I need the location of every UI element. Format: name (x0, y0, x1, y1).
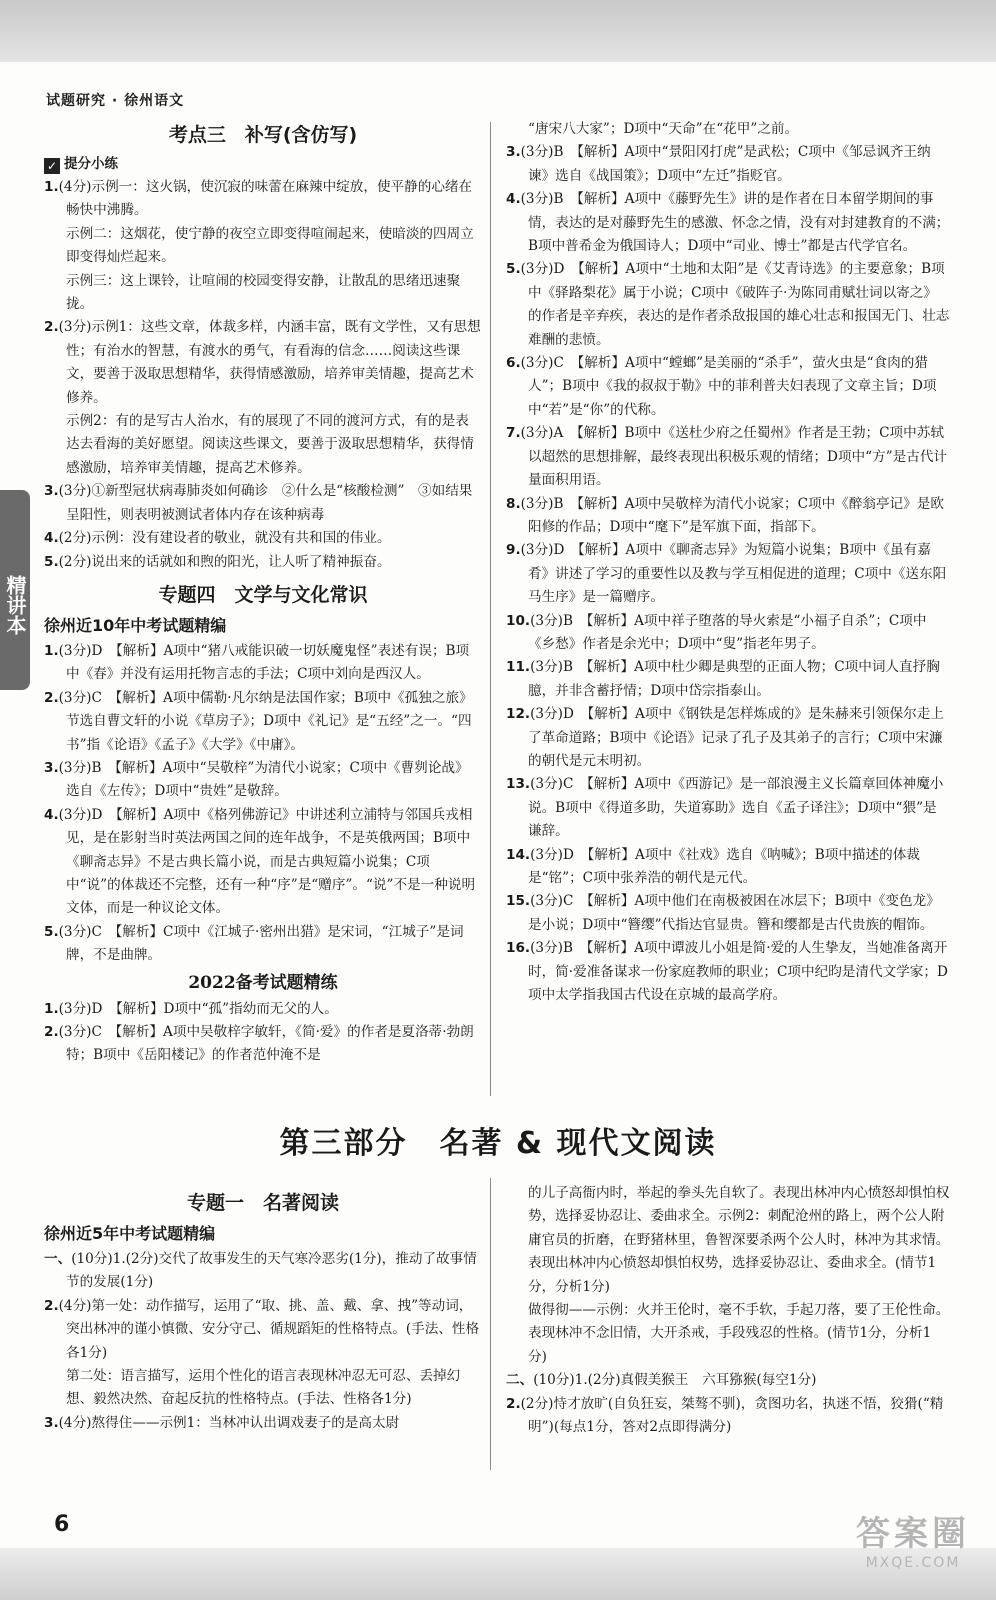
answer-item (506, 141, 950, 188)
answer-number: 12. (506, 706, 531, 723)
answer-item (506, 656, 950, 703)
page-number: 6 (54, 1512, 70, 1537)
exam-subtitle: 徐州近10年中考试题精编 (44, 615, 227, 635)
answer-item (506, 352, 950, 422)
part-title: 第三部分 名著 & 现代文阅读 (279, 1126, 717, 1161)
answer-item (44, 998, 482, 1021)
top-scan-band (0, 0, 996, 62)
answer-item (44, 1021, 482, 1068)
answer-number: 2. (44, 1024, 59, 1040)
answer-item (506, 1182, 950, 1299)
answer-text: 示例二：这烟花，使宁静的夜空立即变得喧闹起来，使暗淡的四周立即变得灿烂起来。 (66, 225, 474, 266)
answer-number: 1. (44, 179, 59, 195)
answer-number: 11. (506, 659, 531, 676)
answer-text: (3分)B 【解析】A项中“景阳冈打虎”是武松；C项中《邹忌讽齐王纳谏》选自《战国策》；D项中“左迁”指贬官。 (520, 144, 931, 184)
answer-number: 2. (506, 1395, 521, 1412)
left-column-top (44, 118, 482, 1068)
answer-text: 第二处：语言描写，运用个性化的语言表现林冲忍无可忍、丢掉幻想、毅然决然、奋起反抗的性格特点。(手法、性格各1分) (66, 1368, 461, 1408)
answer-number: 一、 (44, 1251, 72, 1267)
answer-text: (3分)B 【解析】A项中《藤野先生》讲的是作者在日本留学期间的事情，表达的是对藤野先生的感激、怀念之情，没有对封建教育的不满；B项中普希金为俄国诗人；D项中“司业、博士”都是古代学官名。 (520, 191, 950, 255)
answer-number: 15. (506, 893, 531, 910)
right-bottom-items (506, 1182, 950, 1439)
answer-item (44, 1365, 482, 1412)
answer-number: 4. (506, 191, 521, 208)
answer-item (506, 539, 950, 609)
answer-item (506, 890, 950, 937)
answer-item (44, 640, 482, 687)
answer-text: (2分)说出来的话就如和煦的阳光，让人听了精神振奋。 (58, 553, 391, 570)
answer-number: 13. (506, 776, 531, 793)
answer-text: 的儿子高衙内时，举起的拳头先自软了。表现出林冲内心愤怒却惧怕权势，选择妥协忍让、委曲求全。示例2：刺配沧州的路上，两个公人附庸官员的折磨，在野猪林里，鲁智深要杀两个公人时，林冲为其求情。表现出林冲内心愤怒却惧怕权势，选择妥协忍让、委曲求全。(情节1分，分析1分) (528, 1185, 950, 1295)
answer-text: (3分)C 【解析】A项中儒勒·凡尔纳是法国作家；B项中《孤独之旅》节选自曹文轩的小说《草房子》；D项中《礼记》是“五经”之一。“四书”指《论语》《孟子》《大学》《中庸》。 (58, 689, 473, 753)
answer-item (506, 493, 950, 540)
answer-number: 3. (44, 759, 59, 776)
answer-text: (3分)C 【解析】A项中“螳螂”是美丽的“杀手”，萤火虫是“食肉的猎人”；B项中《我的叔叔于勒》中的菲利普夫妇表现了文章主旨；D项中“若”是“你”的代称。 (520, 355, 937, 418)
answer-item (44, 270, 482, 317)
right-top-items (506, 118, 950, 1007)
answer-number: 4. (44, 806, 59, 823)
left-mid-items (44, 640, 482, 968)
answer-number: 6. (506, 355, 521, 372)
answer-item (44, 480, 482, 527)
answer-text: (3分)B 【解析】A项中吴敬梓为清代小说家；C项中《醉翁亭记》是欧阳修的作品；D项中“麾下”是军旗下面，指部下。 (520, 495, 944, 535)
check-icon: ✓ (44, 158, 60, 174)
practice-label-text: 提分小练 (64, 156, 118, 172)
answer-item (506, 118, 950, 141)
answer-number: 2. (44, 319, 59, 336)
answer-number: 2. (44, 1297, 59, 1314)
answer-text: (3分)C 【解析】A项中吴敬梓字敏轩，《简·爱》的作者是夏洛蒂·勃朗特；B项中《岳阳楼记》的作者范仲淹不是 (58, 1024, 474, 1064)
answer-text: (3分)C 【解析】A项中他们在南极被困在冰层下；B项中《变色龙》是小说；D项中“簪缨”代指达官显贵。簪和缨都是古代贵族的帽饰。 (528, 893, 940, 933)
section-title: 考点三 补写(含仿写) (168, 124, 358, 146)
answer-text: (3分)D 【解析】A项中《社戏》选自《呐喊》；B项中描述的体裁是“铭”；C项中张养浩的朝代是元代。 (528, 846, 920, 886)
answer-number: 8. (506, 495, 521, 512)
answer-text: (3分)示例1：这些文章，体裁多样，内涵丰富，既有文学性，又有思想性；有治水的智慧，有渡水的勇气，有看海的信念……阅读这些课文，要善于汲取思想精华，获得情感激励，培养审美情趣，提高艺术修养。 (58, 319, 481, 406)
left-bottom-items (44, 1248, 482, 1435)
answer-item (506, 1393, 950, 1440)
answer-text: (3分)D 【解析】D项中“孤”指幼而无父的人。 (58, 1000, 338, 1017)
answer-number: 4. (44, 530, 59, 547)
answer-number: 10. (506, 612, 531, 629)
answer-item (506, 610, 950, 657)
answer-number: 1. (44, 1000, 59, 1017)
answer-number: 5. (44, 553, 59, 570)
answer-text: (10分)1.(2分)真假美猴王 六耳猕猴(每空1分) (533, 1372, 817, 1389)
answer-item (44, 921, 482, 968)
answer-item (44, 757, 482, 804)
answer-text: (3分)D 【解析】A项中“猪八戒能识破一切妖魔鬼怪”表述有误；B项中《春》并没有运用托物言志的手法；C项中刘向是西汉人。 (58, 642, 470, 683)
answer-text: (3分)B 【解析】A项中“吴敬梓”为清代小说家；C项中《曹刿论战》选自《左传》；D项中“贵姓”是敬辞。 (58, 759, 469, 800)
answer-text: (4分)第一处：动作描写，运用了“取、挑、盖、戴、拿、拽”等动词，突出林冲的谨小慎微、安分守己、循规蹈矩的性格特点。(手法、性格各1分) (58, 1297, 480, 1361)
watermark-url: MXQE.COM (865, 1555, 961, 1571)
watermark-text: 答案圈 (856, 1514, 970, 1554)
left-mid-items2 (44, 998, 482, 1068)
answer-text: (3分)D 【解析】A项中《聊斋志异》为短篇小说集；B项中《虽有嘉肴》讲述了学习的重要性以及教与学互相促进的道理；C项中《送东阳马生序》是一篇赠序。 (520, 542, 947, 606)
answer-text: (3分)D 【解析】A项中《钢铁是怎样炼成的》是朱赫来引领保尔走上了革命道路；B项中《论语》记录了孔子及其弟子的言行；C项中宋濂的朝代是元末明初。 (528, 706, 944, 769)
answer-text: 示例2：有的是写古人治水，有的展现了不同的渡河方式，有的是表达去看海的美好愿望。阅读这些课文，要善于汲取思想精华，获得情感激励，培养审美情趣，提高艺术修养。 (66, 413, 474, 476)
answer-number: 二、 (506, 1372, 534, 1389)
right-column-bottom (506, 1182, 950, 1439)
practice-label (44, 152, 482, 176)
answer-item (506, 844, 950, 891)
side-tab: 精讲本 (0, 490, 30, 690)
answer-item (44, 1412, 482, 1435)
answer-item (44, 316, 482, 410)
column-divider (490, 122, 491, 1096)
answer-text: (4分)示例一：这火锅，使沉寂的味蕾在麻辣中绽放，使平静的心绪在畅快中沸腾。 (58, 179, 473, 219)
answer-number: 1. (44, 642, 59, 659)
left-column-bottom (44, 1186, 482, 1435)
right-column-top (506, 118, 950, 1007)
answer-item (44, 1248, 482, 1295)
answer-item (506, 937, 950, 1007)
answer-item (44, 804, 482, 921)
answer-number: 2. (44, 689, 59, 706)
answer-item (44, 176, 482, 223)
answer-text: (2分)恃才放旷(自负狂妄，桀骜不驯)，贪图功名，执迷不悟，狡猾(“精明”)(每点1分，答对2点即得满分) (520, 1395, 944, 1436)
answer-text: (3分)B 【解析】A项中杜少卿是典型的正面人物；C项中词人直抒胸臆，并非含蓄抒情；D项中岱宗指泰山。 (528, 659, 940, 699)
answer-item (506, 188, 950, 258)
answer-number: 3. (44, 1414, 59, 1431)
answer-text: (3分)B 【解析】A项中谭波儿小姐是简·爱的人生挚友，当她准备离开时，简·爱准备谋求一份家庭教师的职业；C项中纪昀是清代文学家；D项中太学指我国古代设在京城的最高学府。 (528, 940, 948, 1004)
exam-subtitle-bottom: 徐州近5年中考试题精编 (44, 1224, 216, 1243)
answer-item (506, 1369, 950, 1392)
answer-number: 14. (506, 846, 531, 863)
bottom-scan-band (0, 1548, 996, 1600)
answer-text: (10分)1.(2分)交代了故事发生的天气寒冷恶劣(1分)，推动了故事情节的发展(1分) (66, 1251, 477, 1291)
answer-text: (3分)C 【解析】C项中《江城子·密州出猎》是宋词，“江城子”是词牌，不是曲牌。 (58, 923, 464, 964)
watermark-logo (856, 1506, 970, 1571)
answer-number: 3. (506, 144, 521, 161)
answer-text: “唐宋八大家”；D项中“天命”在“花甲”之前。 (528, 121, 799, 137)
topic-one-title: 专题一 名著阅读 (186, 1192, 339, 1214)
answer-item (506, 258, 950, 352)
answer-text: (3分)A 【解析】B项中《送杜少府之任蜀州》作者是王勃；C项中苏轼以超然的思想排解，最终表现出积极乐观的情绪；D项中“方”是古代计量面积用语。 (520, 425, 948, 489)
page-header: 试题研究 · 徐州语文 (46, 93, 185, 109)
answer-text: (2分)示例：没有建设者的敬业，就没有共和国的伟业。 (58, 530, 391, 547)
answer-number: 5. (44, 923, 59, 940)
answer-item (506, 773, 950, 843)
column-divider-bottom (490, 1178, 491, 1470)
practice-subtitle: 2022备考试题精练 (188, 972, 338, 993)
answer-item (44, 527, 482, 550)
answer-text: (3分)D 【解析】A项中“土地和太阳”是《艾青诗选》的主要意象；B项中《驿路梨花》属于小说；C项中《破阵子·为陈同甫赋壮词以寄之》的作者是辛弃疾，表达的是作者杀敌报国的雄心壮志和报国无门、壮志难酬的悲愤。 (520, 261, 950, 348)
answer-text: (3分)①新型冠状病毒肺炎如何确诊 ②什么是“核酸检测” ③如结果呈阳性，则表明被测试者体内存在该种病毒 (58, 483, 473, 523)
answer-number: 16. (506, 940, 531, 957)
answer-text: 示例三：这上课铃，让喧闹的校园变得安静，让散乱的思绪迅速聚拢。 (66, 272, 461, 313)
answer-item (506, 1299, 950, 1369)
answer-item (44, 551, 482, 574)
answer-item (44, 1295, 482, 1365)
answer-item (44, 223, 482, 270)
answer-item (44, 410, 482, 480)
left-top-items (44, 176, 482, 574)
answer-item (506, 422, 950, 492)
answer-number: 7. (506, 425, 521, 442)
answer-text: 做得彻——示例：火并王伦时，毫不手软，手起刀落，要了王伦性命。表现林冲不念旧情，大开杀戒，手段残忍的性格。(情节1分，分析1分) (528, 1302, 950, 1365)
topic-four-title: 专题四 文学与文化常识 (158, 583, 368, 606)
answer-number: 3. (44, 483, 59, 500)
answer-text: (3分)D 【解析】A项中《格列佛游记》中讲述利立浦特与邻国兵戎相见，是在影射当时英法两国之间的连年战争，不是英俄两国；B项中《聊斋志异》不是古典长篇小说，而是古典短篇小说集；C项中“说”的体裁还不完整，还有一种“序”是“赠序”。“说”不是一种说明文体，而是一种议论文体。 (58, 806, 476, 917)
answer-number: 9. (506, 542, 521, 559)
answer-number: 5. (506, 261, 521, 278)
answer-text: (3分)B 【解析】A项中祥子堕落的导火索是“小福子自杀”；C项中《乡愁》作者是余光中；D项中“叟”指老年男子。 (528, 612, 927, 652)
answer-text: (4分)熬得住——示例1：当林冲认出调戏妻子的是高太尉 (58, 1414, 400, 1431)
answer-item (506, 703, 950, 773)
answer-text: (3分)C 【解析】A项中《西游记》是一部浪漫主义长篇章回体神魔小说。B项中《得道多助，失道寡助》选自《孟子译注》；D项中“猥”是谦辞。 (528, 776, 944, 840)
answer-item (44, 687, 482, 757)
